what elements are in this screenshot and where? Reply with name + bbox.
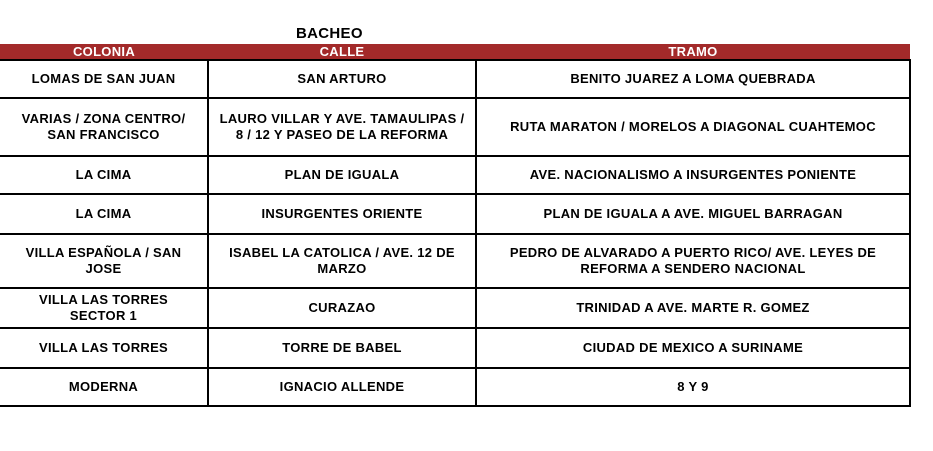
table-row — [0, 156, 910, 194]
cell-tramo: AVE. NACIONALISMO A INSURGENTES PONIENTE — [476, 156, 910, 194]
table-row — [0, 368, 910, 406]
table-row — [0, 194, 910, 234]
table-row — [0, 98, 910, 156]
cell-calle: LAURO VILLAR Y AVE. TAMAULIPAS / 8 / 12 Y PASEO DE LA REFORMA — [208, 98, 476, 156]
cell-colonia: VILLA ESPAÑOLA / SAN JOSE — [0, 234, 208, 288]
cell-colonia: VARIAS / ZONA CENTRO/ SAN FRANCISCO — [0, 98, 208, 156]
cell-tramo: PEDRO DE ALVARADO A PUERTO RICO/ AVE. LEYES DE REFORMA A SENDERO NACIONAL — [476, 234, 910, 288]
cell-colonia: VILLA LAS TORRES — [0, 328, 208, 368]
column-header-tramo: TRAMO — [476, 44, 910, 60]
cell-colonia: LA CIMA — [0, 156, 208, 194]
cell-colonia: LA CIMA — [0, 194, 208, 234]
cell-calle: PLAN DE IGUALA — [208, 156, 476, 194]
table-row — [0, 288, 910, 328]
cell-colonia: LOMAS DE SAN JUAN — [0, 60, 208, 98]
cell-colonia: VILLA LAS TORRES SECTOR 1 — [0, 288, 208, 328]
cell-calle: CURAZAO — [208, 288, 476, 328]
cell-calle: SAN ARTURO — [208, 60, 476, 98]
cell-colonia: MODERNA — [0, 368, 208, 406]
table-row — [0, 60, 910, 98]
cell-tramo: PLAN DE IGUALA A AVE. MIGUEL BARRAGAN — [476, 194, 910, 234]
cell-tramo: 8 Y 9 — [476, 368, 910, 406]
cell-tramo: RUTA MARATON / MORELOS A DIAGONAL CUAHTEMOC — [476, 98, 910, 156]
bacheo-table — [0, 44, 911, 407]
header-row — [0, 44, 910, 60]
cell-calle: IGNACIO ALLENDE — [208, 368, 476, 406]
column-header-colonia: COLONIA — [0, 44, 208, 60]
sheet-title: BACHEO — [296, 25, 363, 42]
cell-tramo: CIUDAD DE MEXICO A SURINAME — [476, 328, 910, 368]
cell-tramo: BENITO JUAREZ A LOMA QUEBRADA — [476, 60, 910, 98]
cell-calle: TORRE DE BABEL — [208, 328, 476, 368]
cell-calle: INSURGENTES ORIENTE — [208, 194, 476, 234]
cell-tramo: TRINIDAD A AVE. MARTE R. GOMEZ — [476, 288, 910, 328]
column-header-calle: CALLE — [208, 44, 476, 60]
table-row — [0, 234, 910, 288]
cell-calle: ISABEL LA CATOLICA / AVE. 12 DE MARZO — [208, 234, 476, 288]
table-row — [0, 328, 910, 368]
